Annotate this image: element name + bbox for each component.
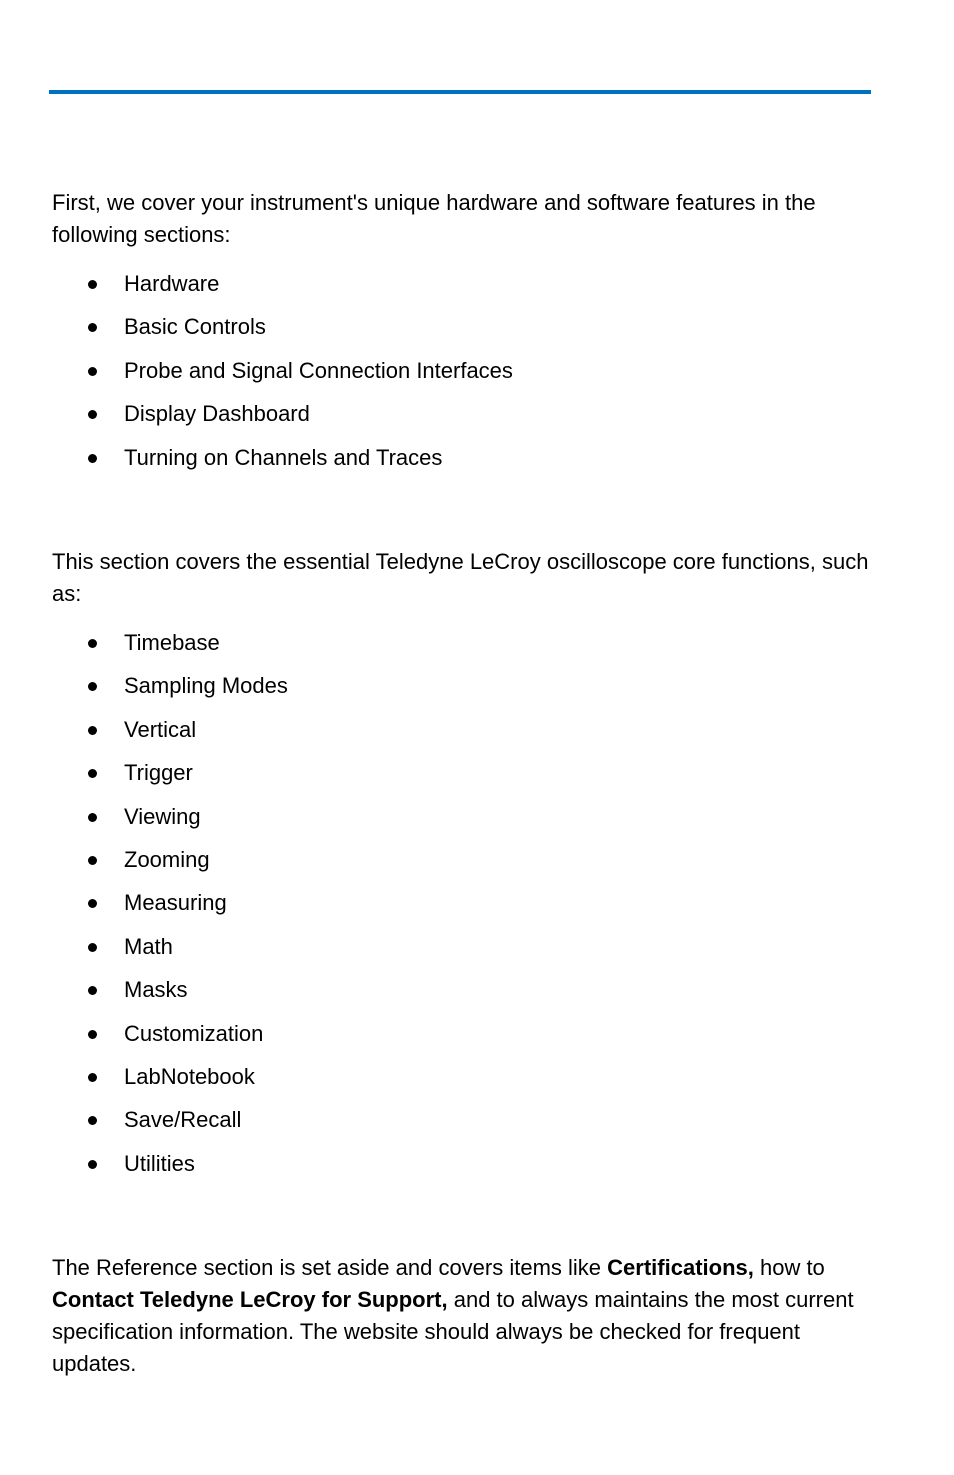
intro-feature-list [52, 268, 513, 485]
list-item [52, 355, 513, 398]
reference-paragraph [52, 1252, 872, 1380]
bullet-icon [88, 1030, 97, 1039]
list-item-label: Basic Controls [124, 314, 266, 340]
bullet-icon [88, 813, 97, 822]
list-item [52, 670, 288, 713]
list-item [52, 268, 513, 311]
header-rule [49, 90, 871, 94]
list-item-label: Vertical [124, 716, 197, 742]
bullet-icon [88, 639, 97, 648]
bullet-icon [88, 1116, 97, 1125]
support-emphasis: Contact Teledyne LeCroy for Support, [52, 1287, 448, 1312]
certifications-emphasis: Certifications, [607, 1255, 754, 1280]
list-item-label: Viewing [124, 803, 201, 829]
list-item [52, 757, 288, 800]
list-item [52, 974, 288, 1017]
list-item-label: Math [124, 933, 173, 959]
reference-text-1: The Reference section is set aside and covers items like [52, 1255, 608, 1280]
list-item-label: Utilities [124, 1150, 195, 1176]
bullet-icon [88, 986, 97, 995]
bullet-icon [88, 943, 97, 952]
list-item [52, 311, 513, 354]
bullet-icon [88, 856, 97, 865]
bullet-icon [88, 1073, 97, 1082]
core-paragraph: This section covers the essential Teledyne LeCroy oscilloscope core functions, such as: [52, 549, 869, 606]
list-item [52, 714, 288, 757]
list-item [52, 1018, 288, 1061]
list-item-label: Display Dashboard [124, 401, 310, 427]
bullet-icon [88, 769, 97, 778]
core-function-list [52, 627, 288, 1191]
list-item-label: Customization [124, 1020, 264, 1046]
bullet-icon [88, 323, 97, 332]
list-item-label: Turning on Channels and Traces [124, 444, 443, 470]
list-item [52, 801, 288, 844]
list-item [52, 1104, 288, 1147]
reference-text-2: how to [753, 1255, 825, 1280]
list-item [52, 887, 288, 930]
reference-text-3: and to always maintains the most current specification information. The website should always be checked for frequent updates. [52, 1287, 854, 1376]
list-item [52, 442, 513, 485]
list-item-label: Trigger [124, 760, 193, 786]
list-item-label: Zooming [124, 846, 210, 872]
list-item-label: Sampling Modes [124, 673, 288, 699]
bullet-icon [88, 726, 97, 735]
list-item-label: Masks [124, 977, 188, 1003]
intro-paragraph: First, we cover your instrument's unique hardware and software features in the following sections: [52, 190, 816, 247]
bullet-icon [88, 454, 97, 463]
list-item [52, 1148, 288, 1191]
list-item-label: Measuring [124, 890, 227, 916]
list-item-label: Timebase [124, 630, 220, 655]
list-item-label: LabNotebook [124, 1063, 255, 1089]
bullet-icon [88, 367, 97, 376]
list-item [52, 398, 513, 441]
bullet-icon [88, 899, 97, 908]
list-item [52, 844, 288, 887]
bullet-icon [88, 280, 97, 289]
list-item [52, 931, 288, 974]
list-item-label: Hardware [124, 271, 220, 296]
list-item-label: Probe and Signal Connection Interfaces [124, 357, 513, 383]
list-item [52, 1061, 288, 1104]
bullet-icon [88, 1160, 97, 1169]
bullet-icon [88, 682, 97, 691]
bullet-icon [88, 410, 97, 419]
list-item-label: Save/Recall [124, 1107, 242, 1133]
list-item [52, 627, 288, 670]
